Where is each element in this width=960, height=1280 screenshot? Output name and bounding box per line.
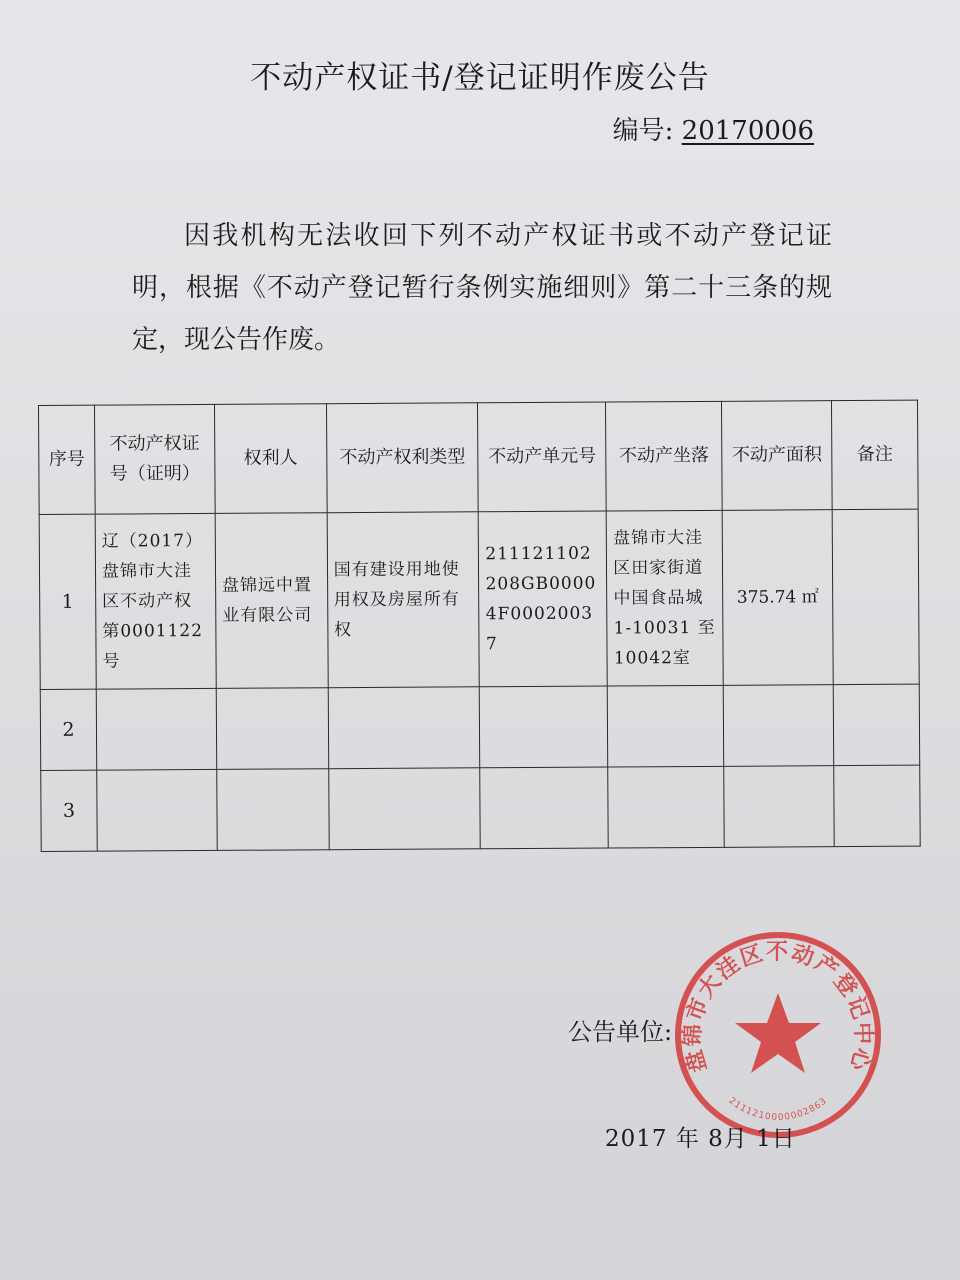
document-title: 不动产权证书/登记证明作废公告 xyxy=(250,60,710,96)
seal-text: 盘锦市大洼区不动产登记中心 xyxy=(680,939,876,1075)
cell-cert xyxy=(97,769,217,851)
document-number-label: 编号: xyxy=(612,116,674,146)
cell-owner: 盘锦远中置业有限公司 xyxy=(215,513,328,689)
cell-location xyxy=(608,766,724,848)
header-right-type: 不动产权利类型 xyxy=(326,403,478,513)
header-cert: 不动产权证号（证明） xyxy=(94,404,215,514)
document-number-value: 20170006 xyxy=(681,116,814,146)
header-owner: 权利人 xyxy=(214,404,326,514)
cell-right-type xyxy=(328,687,480,769)
notice-body: 因我机构无法收回下列不动产权证书或不动产登记证明，根据《不动产登记暂行条例实施细则》第二十三条的规定，现公告作废。 xyxy=(132,221,832,355)
header-location: 不动产坐落 xyxy=(606,401,723,511)
cell-area: 375.74 ㎡ xyxy=(722,510,833,686)
cell-note xyxy=(834,765,920,847)
records-table xyxy=(38,400,921,852)
cell-location: 盘锦市大洼区田家街道中国食品城1-10031 至10042室 xyxy=(606,510,723,686)
cell-seq: 1 xyxy=(39,514,96,689)
cell-cert: 辽（2017）盘锦市大洼区不动产权第0001122号 xyxy=(95,513,216,689)
cell-right-type: 国有建设用地使用权及房屋所有权 xyxy=(327,512,480,688)
header-area: 不动产面积 xyxy=(722,401,833,511)
table-row xyxy=(40,684,919,770)
cell-seq: 3 xyxy=(41,770,97,851)
notice-unit-label: 公告单位: xyxy=(568,1018,673,1046)
header-seq: 序号 xyxy=(39,405,96,514)
cell-location xyxy=(607,685,723,767)
cell-seq: 2 xyxy=(40,689,96,770)
document-number xyxy=(613,110,814,147)
cell-owner xyxy=(217,769,329,851)
seal-code: 2111210000002863 xyxy=(726,1096,830,1123)
cell-area xyxy=(724,766,834,848)
cell-area xyxy=(723,685,833,767)
official-seal xyxy=(668,925,888,1145)
header-unit-no: 不动产单元号 xyxy=(478,402,606,512)
header-note: 备注 xyxy=(832,400,919,510)
cell-right-type xyxy=(328,768,480,850)
cell-cert xyxy=(96,688,216,770)
table-row xyxy=(41,765,920,851)
cell-unit-no xyxy=(480,686,608,768)
cell-note xyxy=(833,684,919,766)
svg-text:2111210000002863 xyxy=(727,1096,830,1123)
cell-unit-no: 211121102208GB00004F00020037 xyxy=(479,511,608,687)
seal-star-icon xyxy=(735,993,821,1073)
cell-unit-no xyxy=(480,767,608,849)
table-row xyxy=(39,509,919,689)
notice-date: 2017 年 8月 1日 xyxy=(605,1126,796,1152)
table-header-row xyxy=(39,400,919,514)
cell-owner xyxy=(216,688,328,770)
cell-note xyxy=(832,509,919,685)
